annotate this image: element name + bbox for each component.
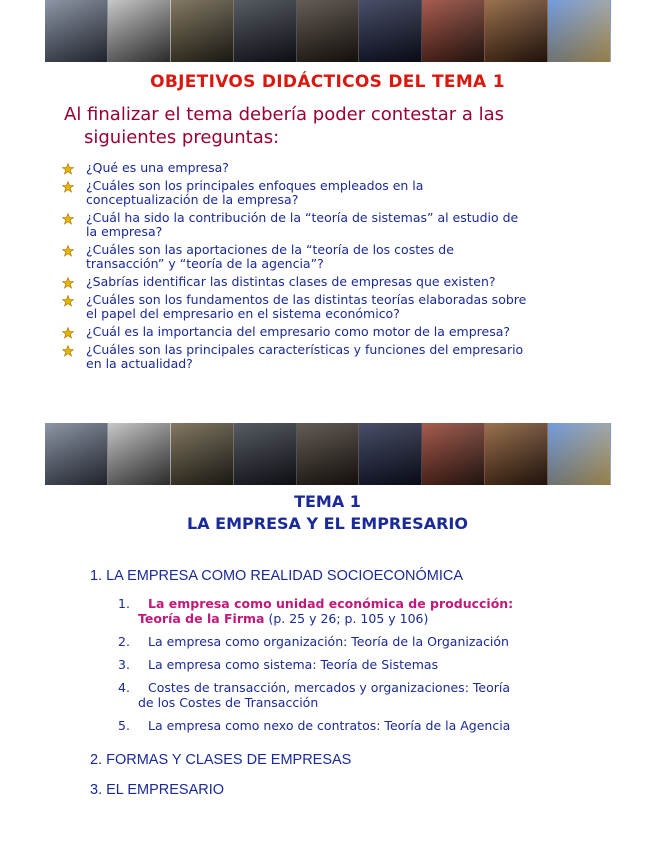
building-photo (45, 423, 108, 485)
subsection-item (118, 657, 588, 672)
bullet-star-icon (62, 295, 74, 307)
bullet-star-icon (62, 163, 74, 175)
question-item (62, 243, 592, 271)
crowd-photo (234, 423, 297, 485)
subsection-item (118, 596, 588, 626)
question-text: ¿Cuáles son las principales características y funciones del empresario (86, 342, 524, 357)
question-item (62, 211, 592, 239)
helmet-workers-photo (422, 423, 485, 485)
topic-title: LA EMPRESA Y EL EMPRESARIO (187, 514, 468, 533)
question-item (62, 325, 592, 339)
question-item (62, 179, 592, 207)
page-title: OBJETIVOS DIDÁCTICOS DEL TEMA 1 (150, 72, 505, 92)
bullet-star-icon (62, 345, 74, 357)
question-text: ¿Sabrías identificar las distintas clases de empresas que existen? (86, 274, 496, 289)
subsection-item (118, 718, 588, 733)
section-2-heading: 2. FORMAS Y CLASES DE EMPRESAS (90, 752, 352, 768)
question-item (62, 275, 592, 289)
subsection-number: 1. (118, 596, 130, 611)
subsection-number: 2. (118, 634, 130, 649)
question-text: el papel del empresario en el sistema económico? (86, 306, 400, 321)
building-photo (45, 0, 108, 62)
question-text: conceptualización de la empresa? (86, 192, 299, 207)
subsection-text: La empresa como organización: Teoría de la Organización (148, 634, 509, 649)
subsection-number: 5. (118, 718, 130, 733)
meeting-photo (485, 0, 548, 62)
crowd-photo (234, 0, 297, 62)
group-photo (171, 423, 234, 485)
intro-text (64, 103, 564, 149)
question-text: en la actualidad? (86, 356, 193, 371)
workers-photo (108, 0, 171, 62)
question-item (62, 293, 592, 321)
question-text: ¿Cuáles son las aportaciones de la “teoría de los costes de (86, 242, 454, 257)
question-text: transacción” y “teoría de la agencia”? (86, 256, 324, 271)
question-text: ¿Cuáles son los fundamentos de las distintas teorías elaboradas sobre (86, 292, 527, 307)
factory-photo (359, 0, 422, 62)
bullet-star-icon (62, 245, 74, 257)
page-reference: (p. 25 y 26; p. 105 y 106) (264, 611, 429, 626)
subsection-list (118, 596, 588, 741)
subsection-item (118, 680, 588, 710)
bullet-star-icon (62, 327, 74, 339)
subsection-text: Costes de transacción, mercados y organizaciones: Teoría (148, 680, 510, 695)
question-text: ¿Cuál es la importancia del empresario como motor de la empresa? (86, 324, 511, 339)
question-item (62, 161, 592, 175)
highlighted-theory-name: Teoría de la Firma (138, 611, 265, 626)
intro-line-1: Al finalizar el tema debería poder contestar a las (64, 104, 505, 125)
section-3-heading: 3. EL EMPRESARIO (90, 782, 225, 798)
zara-store-photo (297, 423, 360, 485)
subsection-number: 3. (118, 657, 130, 672)
bullet-star-icon (62, 181, 74, 193)
question-item (62, 343, 592, 371)
question-text: ¿Qué es una empresa? (86, 160, 229, 175)
meeting-photo (485, 423, 548, 485)
middle-banner (45, 423, 611, 485)
header-banner (45, 0, 611, 62)
subsection-item (118, 634, 588, 649)
subsection-text: La empresa como nexo de contratos: Teoría de la Agencia (148, 718, 511, 733)
bullet-star-icon (62, 213, 74, 225)
question-text: ¿Cuáles son los principales enfoques empleados en la (86, 178, 424, 193)
question-text: la empresa? (86, 224, 163, 239)
workers-photo (108, 423, 171, 485)
factory-photo (359, 423, 422, 485)
highlighted-subsection-text: La empresa como unidad económica de producción: (148, 596, 514, 611)
subsection-text-cont: de los Costes de Transacción (138, 695, 319, 710)
bullet-star-icon (62, 277, 74, 289)
subsection-number: 4. (118, 680, 130, 695)
helmet-workers-photo (422, 0, 485, 62)
subsection-text: La empresa como sistema: Teoría de Sistemas (148, 657, 439, 672)
question-text: ¿Cuál ha sido la contribución de la “teoría de sistemas” al estudio de (86, 210, 519, 225)
zara-store-photo (297, 0, 360, 62)
section-1-heading: 1. LA EMPRESA COMO REALIDAD SOCIOECONÓMICA (90, 568, 464, 584)
topic-number: TEMA 1 (294, 492, 361, 511)
skyscraper-photo (548, 0, 611, 62)
intro-line-2: siguientes preguntas: (84, 127, 280, 148)
skyscraper-photo (548, 423, 611, 485)
question-list (62, 161, 592, 375)
group-photo (171, 0, 234, 62)
